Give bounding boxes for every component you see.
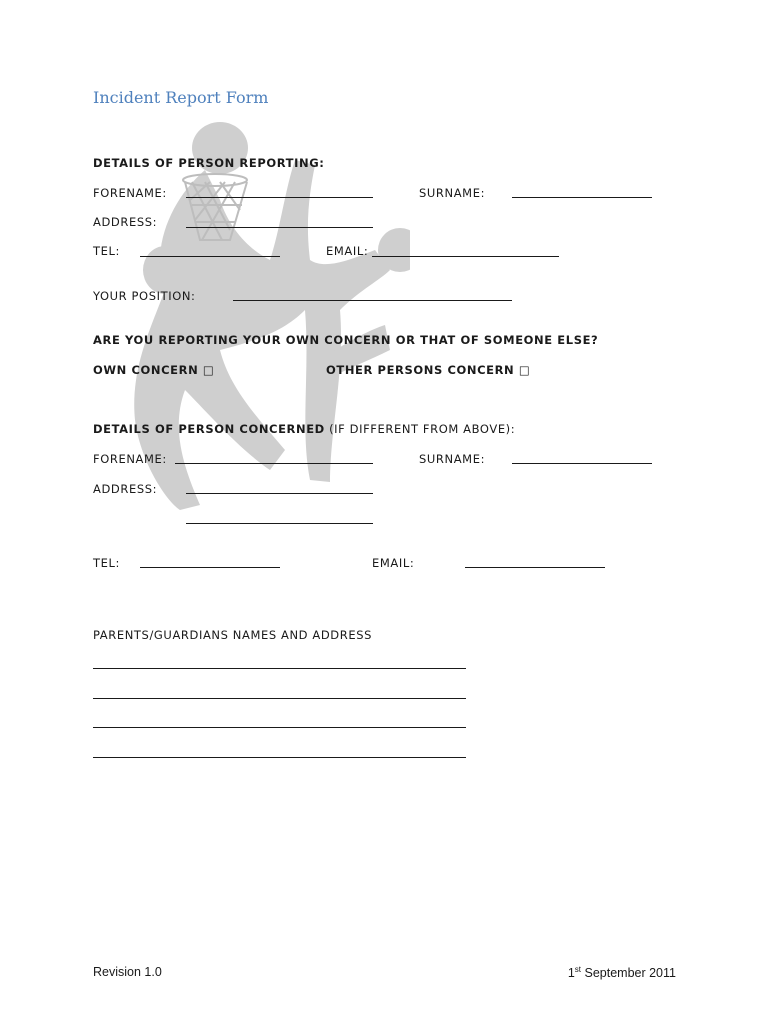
reporter-forename-label: FORENAME:	[93, 186, 167, 200]
footer-date-rest: September 2011	[581, 966, 676, 981]
concerned-tel-label: TEL:	[93, 556, 120, 570]
concerned-email-field[interactable]	[465, 567, 605, 568]
reporter-position-label: YOUR POSITION:	[93, 289, 196, 303]
reporter-tel-field[interactable]	[140, 256, 280, 257]
own-concern-checkbox[interactable]: OWN CONCERN □	[93, 363, 215, 377]
parents-field-3[interactable]	[93, 727, 466, 728]
revision-label: Revision 1.0	[93, 965, 162, 979]
concerned-heading-note: (IF DIFFERENT FROM ABOVE):	[324, 422, 516, 436]
page-title: Incident Report Form	[93, 88, 269, 107]
reporter-forename-field[interactable]	[186, 197, 373, 198]
concerned-heading	[93, 422, 515, 436]
footer-date	[568, 965, 676, 980]
concerned-forename-field[interactable]	[175, 463, 373, 464]
reporter-heading: DETAILS OF PERSON REPORTING:	[93, 156, 325, 170]
concerned-surname-label: SURNAME:	[419, 452, 486, 466]
footer-date-day: 1	[567, 966, 575, 981]
reporter-surname-label: SURNAME:	[419, 186, 486, 200]
parents-field-4[interactable]	[93, 757, 466, 758]
concerned-forename-label: FORENAME:	[93, 452, 167, 466]
other-concern-checkbox[interactable]: OTHER PERSONS CONCERN □	[326, 363, 531, 377]
reporter-email-field[interactable]	[372, 256, 559, 257]
concerned-email-label: EMAIL:	[372, 556, 415, 570]
concerned-surname-field[interactable]	[512, 463, 652, 464]
reporter-address-field[interactable]	[186, 227, 373, 228]
basketball-player-watermark-icon	[110, 110, 410, 510]
reporter-tel-label: TEL:	[93, 244, 120, 258]
concern-question: ARE YOU REPORTING YOUR OWN CONCERN OR THAT OF SOMEONE ELSE?	[93, 333, 599, 347]
concerned-tel-field[interactable]	[140, 567, 280, 568]
footer-date-suffix: st	[574, 965, 582, 974]
reporter-address-label: ADDRESS:	[93, 215, 158, 229]
reporter-position-field[interactable]	[233, 300, 512, 301]
parents-field-1[interactable]	[93, 668, 466, 669]
reporter-email-label: EMAIL:	[326, 244, 369, 258]
concerned-address-field-2[interactable]	[186, 523, 373, 524]
concerned-heading-text: DETAILS OF PERSON CONCERNED	[93, 422, 325, 436]
concerned-address-label: ADDRESS:	[93, 482, 158, 496]
parents-label: PARENTS/GUARDIANS NAMES AND ADDRESS	[93, 628, 373, 642]
parents-field-2[interactable]	[93, 698, 466, 699]
concerned-address-field-1[interactable]	[186, 493, 373, 494]
reporter-surname-field[interactable]	[512, 197, 652, 198]
